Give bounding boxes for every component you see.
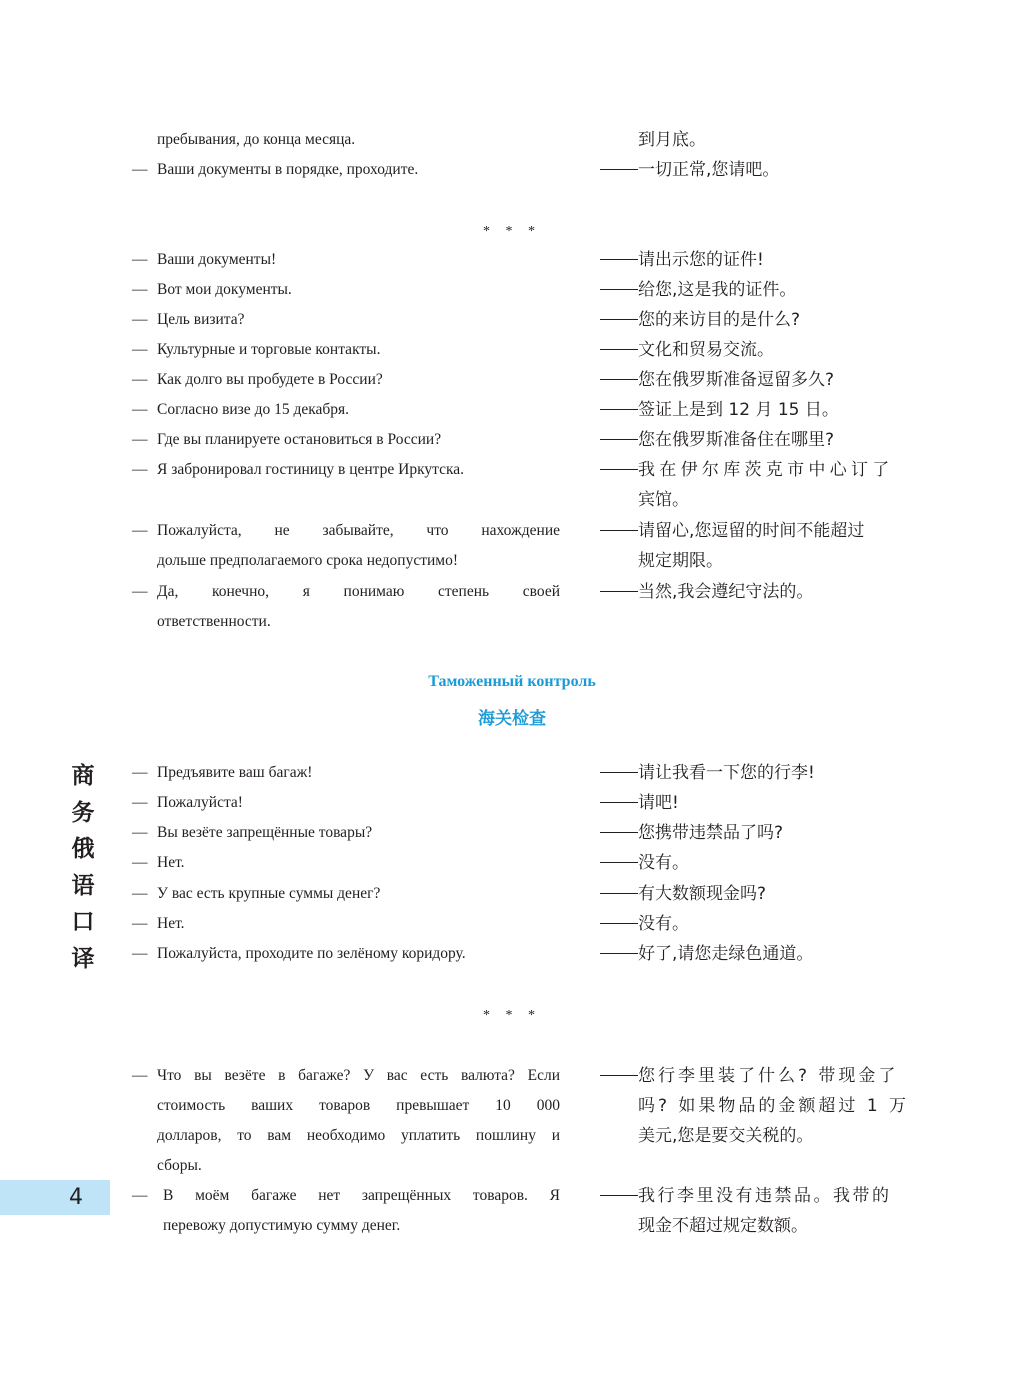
dialogue-line	[0, 818, 1024, 848]
ru-text: Вы везёте запрещённые товары?	[157, 824, 373, 841]
zh-dash	[600, 349, 638, 350]
zh-text: 签证上是到 12 月 15 日。	[638, 400, 839, 420]
zh-text: 您在俄罗斯准备逗留多久?	[638, 370, 835, 390]
dialogue-line	[0, 909, 1024, 939]
zh-dash	[600, 169, 638, 170]
ru-text: Пожалуйста, проходите по зелёному коридору.	[157, 945, 466, 962]
ru-text: Пожалуйста!	[157, 794, 243, 811]
dialogue-line	[0, 335, 1024, 365]
dialogue-line	[0, 305, 1024, 335]
zh-text: 我行李里没有违禁品。我带的	[638, 1186, 892, 1206]
zh-text: 请吧!	[638, 793, 679, 813]
zh-text: 好了,请您走绿色通道。	[638, 944, 814, 964]
dialogue-line	[0, 395, 1024, 425]
zh-text: 一切正常,您请吧。	[638, 160, 780, 180]
zh-text: 规定期限。	[638, 551, 723, 571]
zh-dash	[600, 1195, 638, 1196]
em-dash: —	[132, 431, 148, 448]
em-dash: —	[132, 794, 148, 811]
ru-text: ответственности.	[157, 613, 271, 630]
side-title-char: 口	[71, 909, 95, 935]
zh-dash	[600, 923, 638, 924]
ru-text: Цель визита?	[157, 311, 245, 328]
zh-text: 您携带违禁品了吗?	[638, 823, 784, 843]
ru-text: Согласно визе до 15 декабря.	[157, 401, 350, 418]
separator-stars: * * *	[483, 1008, 541, 1023]
em-dash: —	[132, 764, 148, 781]
ru-text: Как долго вы пробудете в России?	[157, 371, 383, 388]
ru-text: Культурные и торговые контакты.	[157, 341, 381, 358]
ru-text: пребывания, до конца месяца.	[157, 131, 356, 148]
em-dash: —	[132, 161, 148, 178]
zh-text: 文化和贸易交流。	[638, 340, 774, 360]
dialogue-line	[0, 125, 1024, 155]
ru-text: стоимость ваших товаров превышает 10 000	[157, 1097, 560, 1114]
ru-text: дольше предполагаемого срока недопустимо!	[157, 552, 459, 569]
side-title-char: 译	[71, 945, 95, 972]
ru-text: Ваши документы!	[157, 251, 277, 268]
em-dash: —	[132, 401, 148, 418]
dialogue-line-cont	[0, 607, 1024, 637]
dialogue-line	[0, 788, 1024, 818]
ru-text: Где вы планируете остановиться в России?	[157, 431, 442, 448]
dialogue-line	[0, 245, 1024, 275]
dialogue-line	[0, 516, 1024, 546]
em-dash: —	[132, 583, 148, 600]
ru-text: Вот мои документы.	[157, 281, 292, 298]
zh-dash	[600, 591, 638, 592]
section-title-zh: 海关检查	[478, 709, 546, 729]
ru-text: Я забронировал гостиницу в центре Иркутска.	[157, 461, 465, 478]
ru-text: Нет.	[157, 915, 185, 932]
ru-text: долларов, то вам необходимо уплатить пошлину и	[157, 1127, 560, 1144]
zh-dash	[600, 379, 638, 380]
em-dash: —	[132, 281, 148, 298]
em-dash: —	[132, 824, 148, 841]
dialogue-line	[0, 939, 1024, 969]
zh-text: 有大数额现金吗?	[638, 884, 767, 904]
page-number: 4	[69, 1185, 83, 1210]
side-title-char: 语	[71, 872, 95, 899]
zh-dash	[600, 1075, 638, 1076]
zh-dash	[600, 832, 638, 833]
dialogue-line	[0, 365, 1024, 395]
ru-text: У вас есть крупные суммы денег?	[157, 885, 381, 902]
em-dash: —	[132, 1187, 148, 1204]
ru-text: Что вы везёте в багаже? У вас есть валюта? Если	[157, 1067, 560, 1084]
em-dash: —	[132, 371, 148, 388]
dialogue-line	[0, 1061, 1024, 1091]
em-dash: —	[132, 915, 148, 932]
dialogue-line-cont	[0, 546, 1024, 576]
side-title-char: 务	[71, 799, 95, 826]
ru-text: Пожалуйста, не забывайте, что нахождение	[157, 522, 560, 539]
dialogue-line-cont	[0, 1121, 1024, 1151]
dialogue-line	[0, 155, 1024, 185]
zh-text: 请让我看一下您的行李!	[638, 763, 815, 783]
ru-text: Да, конечно, я понимаю степень своей	[157, 583, 560, 600]
zh-text: 没有。	[638, 853, 689, 873]
zh-dash	[600, 862, 638, 863]
zh-text: 请出示您的证件!	[638, 250, 764, 270]
em-dash: —	[132, 341, 148, 358]
zh-text: 到月底。	[638, 130, 706, 150]
ru-text: Нет.	[157, 854, 185, 871]
zh-text: 您在俄罗斯准备住在哪里?	[638, 430, 835, 450]
zh-text: 没有。	[638, 914, 689, 934]
zh-dash	[600, 772, 638, 773]
dialogue-line	[0, 848, 1024, 878]
zh-text: 您的来访目的是什么?	[638, 310, 801, 330]
em-dash: —	[132, 311, 148, 328]
zh-dash	[600, 289, 638, 290]
dialogue-line	[0, 1181, 1024, 1211]
zh-text: 请留心,您逗留的时间不能超过	[638, 521, 865, 541]
zh-line	[600, 155, 892, 185]
dialogue-line	[0, 275, 1024, 305]
dialogue-line	[0, 425, 1024, 455]
em-dash: —	[132, 522, 148, 539]
side-title-char: 商	[71, 763, 95, 789]
zh-dash	[600, 469, 638, 470]
zh-dash	[600, 530, 638, 531]
side-title-char: 俄	[71, 836, 95, 862]
em-dash: —	[132, 251, 148, 268]
zh-dash	[600, 409, 638, 410]
dialogue-line	[0, 455, 1024, 485]
zh-dash	[600, 259, 638, 260]
zh-text: 给您,这是我的证件。	[638, 280, 797, 300]
ru-text: В моём багаже нет запрещённых товаров. Я	[163, 1187, 560, 1204]
section-title-ru: Таможенный контроль	[428, 673, 596, 690]
dialogue-line-cont	[0, 485, 1024, 515]
zh-text: 您行李里装了什么? 带现金了	[638, 1066, 899, 1086]
ru-text: Предъявите ваш багаж!	[157, 764, 313, 781]
separator-stars: * * *	[483, 224, 541, 239]
dialogue-line	[0, 879, 1024, 909]
dialogue-line-cont	[0, 1151, 1024, 1181]
em-dash: —	[132, 945, 148, 962]
ru-text: Ваши документы в порядке, проходите.	[157, 161, 419, 178]
zh-dash	[600, 802, 638, 803]
zh-text: 吗? 如果物品的金额超过 1 万	[638, 1096, 910, 1116]
zh-text: 现金不超过规定数额。	[638, 1216, 808, 1236]
ru-text: перевожу допустимую сумму денег.	[163, 1217, 401, 1234]
zh-dash	[600, 953, 638, 954]
ru-text: сборы.	[157, 1157, 202, 1174]
ru-line	[132, 155, 560, 185]
zh-text: 宾馆。	[638, 490, 689, 510]
dialogue-line	[0, 758, 1024, 788]
zh-text: 当然,我会遵纪守法的。	[638, 582, 814, 602]
dialogue-line	[0, 577, 1024, 607]
dialogue-line-cont	[0, 1211, 1024, 1241]
em-dash: —	[132, 1067, 148, 1084]
dialogue-line-cont	[0, 1091, 1024, 1121]
zh-text: 美元,您是要交关税的。	[638, 1126, 814, 1146]
zh-dash	[600, 319, 638, 320]
zh-dash	[600, 893, 638, 894]
em-dash: —	[132, 854, 148, 871]
zh-text: 我在伊尔库茨克市中心订了	[638, 460, 894, 480]
em-dash: —	[132, 885, 148, 902]
em-dash: —	[132, 461, 148, 478]
zh-dash	[600, 439, 638, 440]
